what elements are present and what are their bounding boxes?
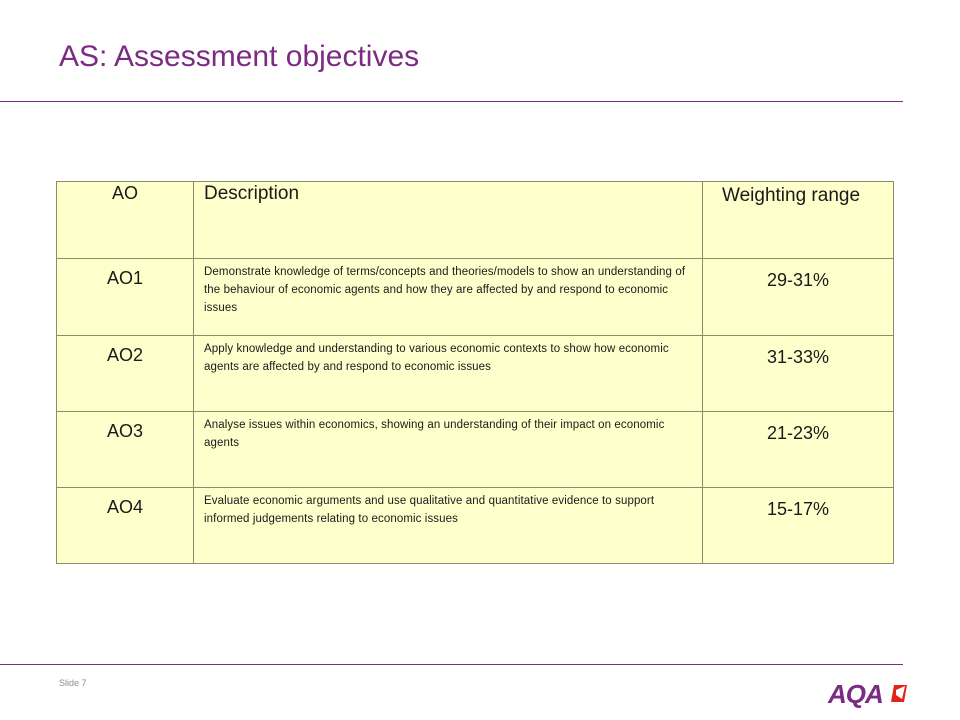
ao-description: Analyse issues within economics, showing an understanding of their impact on economic agents xyxy=(194,412,703,488)
table-row xyxy=(57,412,894,488)
ao-weighting: 21-23% xyxy=(703,412,894,488)
ao-weighting: 15-17% xyxy=(703,488,894,564)
table-row xyxy=(57,488,894,564)
ao-description: Apply knowledge and understanding to various economic contexts to show how economic agents are affected by and respond to economic issues xyxy=(194,336,703,412)
ao-weighting: 31-33% xyxy=(703,336,894,412)
ao-code: AO2 xyxy=(57,336,194,412)
table-header-row xyxy=(57,182,894,259)
header-ao: AO xyxy=(57,182,194,259)
slide-title: AS: Assessment objectives xyxy=(59,40,420,73)
footer-divider xyxy=(0,664,903,665)
header-description: Description xyxy=(194,182,703,259)
assessment-objectives-table xyxy=(56,181,894,564)
table-row xyxy=(57,336,894,412)
ao-description: Demonstrate knowledge of terms/concepts and theories/models to show an understanding of the behaviour of economic agents and how they are affected by and respond to economic issues xyxy=(194,259,703,336)
ao-weighting: 29-31% xyxy=(703,259,894,336)
ao-code: AO4 xyxy=(57,488,194,564)
header-weighting: Weighting range xyxy=(703,182,894,259)
aqa-logo xyxy=(828,680,908,708)
table-row xyxy=(57,259,894,336)
aqa-flag-icon xyxy=(886,682,908,704)
ao-code: AO1 xyxy=(57,259,194,336)
slide-number: Slide 7 xyxy=(59,678,87,688)
logo-text: AQA xyxy=(828,679,883,709)
ao-code: AO3 xyxy=(57,412,194,488)
ao-description: Evaluate economic arguments and use qualitative and quantitative evidence to support informed judgements relating to economic issues xyxy=(194,488,703,564)
title-divider xyxy=(0,101,903,102)
